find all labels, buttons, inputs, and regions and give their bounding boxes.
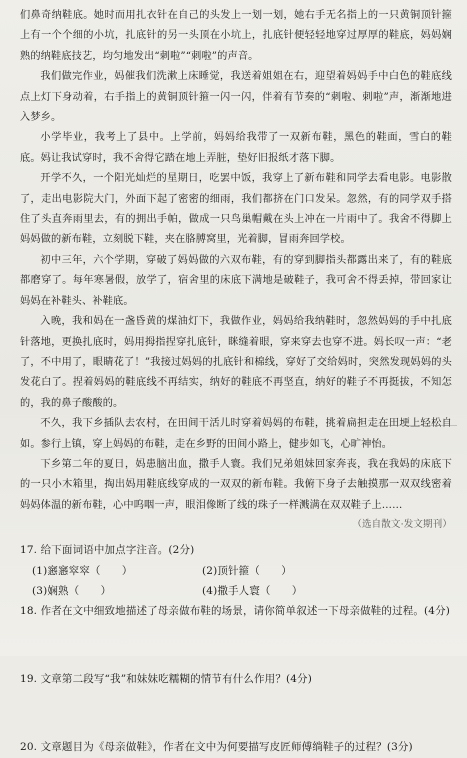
question-18: 18. 作者在文中细致地描述了母亲做布鞋的场景，请你简单叙述一下母亲做鞋的过程。(4分) <box>20 604 451 617</box>
article-paragraph: 入晚，我和妈在一盏昏黄的煤油灯下，我做作业，妈妈给我纳鞋时，忽然妈妈的手中扎底针落地，更换扎底时，妈用拇指捏穿扎底针，眯缝着眼，穿来穿去也穿不进。妈长叹一声：“老了，不中用了，眼睛花了！”我接过妈妈的扎底针和棉线，穿好了交给妈时，突然发现妈妈的头发花白了。捏着妈妈的鞋底线不再结实，纳好的鞋底不再坚直，纳好的鞋子不再挺拔，不知怎的，我的鼻子酸酸的。 <box>20 316 452 409</box>
exam-text <box>20 6 452 758</box>
q17-option-4: (4)撒手人寰（ ） <box>202 584 303 597</box>
faded-underline <box>369 425 457 438</box>
question-17: 17. 给下面词语中加点字注音。(2分) <box>20 544 195 557</box>
article-paragraph: 们鼻奇纳鞋底。她时而用扎衣针在自己的头发上一划一划，她右手无名指上的一只黄铜顶针箍上有一个个细的小坑，扎底针的另一头顶在小坑上，扎底针便轻轻地穿过厚厚的鞋底，妈妈娴熟的纳鞋底技艺，均匀地发出“刺啦”“刺啦”的声音。 <box>20 10 452 62</box>
q17-option-1: (1)窸窸窣窣（ ） <box>32 564 133 577</box>
q17-option-2: (2)顶针箍（ ） <box>202 564 292 577</box>
article-paragraph: 我们做完作业，妈催我们洗漱上床睡觉，我送着姐姐在右，迎望着妈妈手中白色的鞋底线点上灯下身动着，右手指上的黄铜顶针箍一闪一闪，伴着有节奏的“刺啦、刺啦”声，渐渐地进入梦乡。 <box>20 71 452 124</box>
question-19: 19. 文章第二段写“我”和妹妹吃糯糊的情节有什么作用？(4分) <box>20 672 312 685</box>
article-paragraph: 小学毕业，我考上了县中。上学前，妈妈给我带了一双新布鞋，黑色的鞋面，雪白的鞋底。妈让我试穿时，我不舍得它踏在地上弄脏，垫好旧报纸才落下脚。 <box>20 132 452 164</box>
article-paragraph: 不久，我下乡插队去农村，在田间干活儿时穿着妈妈的布鞋，挑着扁担走在田埂上轻松自如。参行上镇，穿上妈妈的布鞋，走在乡野的田间小路上，健步如飞，心旷神怡。 <box>20 418 452 450</box>
article-paragraph: 初中三年，六个学期，穿破了妈妈做的六双布鞋，有的穿到脚指头都露出来了，有的鞋底都磨穿了。每年寒暑假，放学了，宿舍里的床底下满地是破鞋子，我可舍不得丢掉，带回家让妈妈在补鞋头、补鞋底。 <box>20 254 452 307</box>
article-paragraph: 开学不久，一个阳光灿烂的星期日，吃罢中饭，我穿上了新布鞋和同学去看电影。电影散了，走出电影院大门，外面下起了密密的细雨，我们都挤在门口发呆。忽然，有的同学双手搭住了头直奔雨里去，有的拥出手帕，做成一只鸟巢帽戴在头上冲在一片雨中了。我舍不得脚上妈妈做的新布鞋，立刻脱下鞋，夹在胳膊窝里，光着脚，冒雨奔回学校。 <box>20 173 452 246</box>
article-credit: （选自散文·发文期刊） <box>352 519 452 531</box>
answer-space-19 <box>20 689 452 737</box>
question-20: 20. 文章题目为《母亲做鞋》，作者在文中为何要描写皮匠师傅绱鞋子的过程？(3分) <box>20 741 413 754</box>
article-paragraph: 下乡第二年的夏日，妈患脑出血，撒手人寰。我们兄弟姐妹回家奔丧，我在我妈的床底下的一只小木箱里，掏出妈用鞋底线穿成的一双双的新布鞋。我俯下身子去触摸那一双双线密着妈妈体温的新布鞋，心中呜咽一声，眼泪像断了线的珠子一样溅满在双双鞋子上…… <box>20 458 452 511</box>
answer-space-18 <box>20 621 452 669</box>
q17-option-3: (3)娴熟（ ） <box>32 584 112 597</box>
question-17-options <box>20 561 452 601</box>
